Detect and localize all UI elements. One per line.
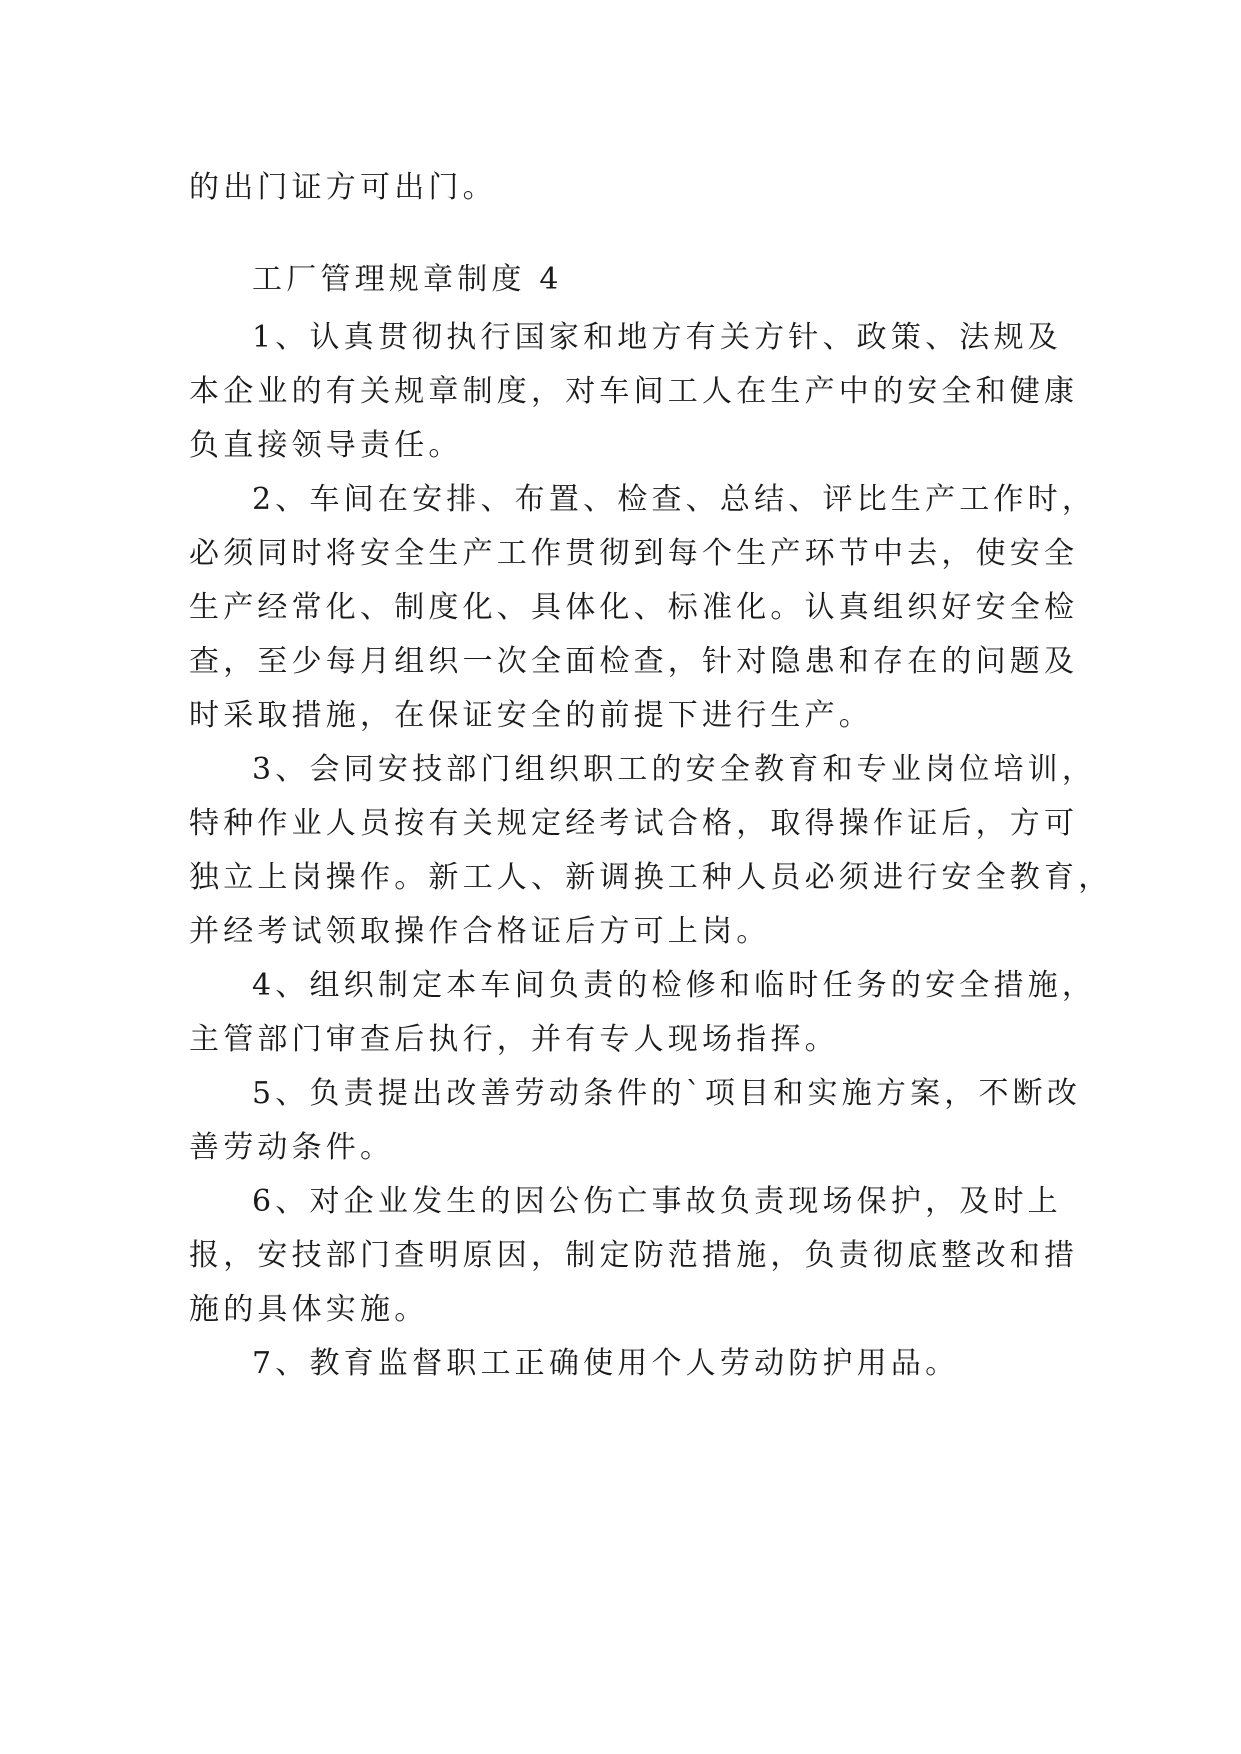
paragraph-line: 1、认真贯彻执行国家和地方有关方针、政策、法规及 <box>252 320 1062 355</box>
paragraph-line: 独立上岗操作。新工人、新调换工种人员必须进行安全教育， <box>189 860 1113 895</box>
paragraph-line: 负直接领导责任。 <box>189 428 463 463</box>
paragraph-continuation-line: 的出门证方可出门。 <box>189 170 497 205</box>
section-heading: 工厂管理规章制度 4 <box>252 262 563 297</box>
paragraph-line: 6、对企业发生的因公伤亡事故负责现场保护，及时上 <box>252 1184 1062 1219</box>
paragraph-line: 7、教育监督职工正确使用个人劳动防护用品。 <box>252 1346 960 1381</box>
paragraph-line: 特种作业人员按有关规定经考试合格，取得操作证后，方可 <box>189 806 1079 841</box>
paragraph-line: 生产经常化、制度化、具体化、标准化。认真组织好安全检 <box>189 590 1079 625</box>
paragraph-line: 2、车间在安排、布置、检查、总结、评比生产工作时， <box>252 482 1097 517</box>
paragraph-line: 查，至少每月组织一次全面检查，针对隐患和存在的问题及 <box>189 644 1079 679</box>
paragraph-line: 必须同时将安全生产工作贯彻到每个生产环节中去，使安全 <box>189 536 1079 571</box>
paragraph-line: 3、会同安技部门组织职工的安全教育和专业岗位培训， <box>252 752 1097 787</box>
paragraph-line: 施的具体实施。 <box>189 1292 429 1327</box>
paragraph-line: 时采取措施，在保证安全的前提下进行生产。 <box>189 698 873 733</box>
paragraph-line: 4、组织制定本车间负责的检修和临时任务的安全措施， <box>252 968 1097 1003</box>
paragraph-line: 主管部门审查后执行，并有专人现场指挥。 <box>189 1022 839 1057</box>
paragraph-line: 善劳动条件。 <box>189 1130 395 1165</box>
paragraph-line: 本企业的有关规章制度，对车间工人在生产中的安全和健康 <box>189 374 1079 409</box>
paragraph-line: 5、负责提出改善劳动条件的`项目和实施方案，不断改 <box>252 1076 1082 1111</box>
paragraph-line: 报，安技部门查明原因，制定防范措施，负责彻底整改和措 <box>189 1238 1079 1273</box>
paragraph-line: 并经考试领取操作合格证后方可上岗。 <box>189 914 771 949</box>
